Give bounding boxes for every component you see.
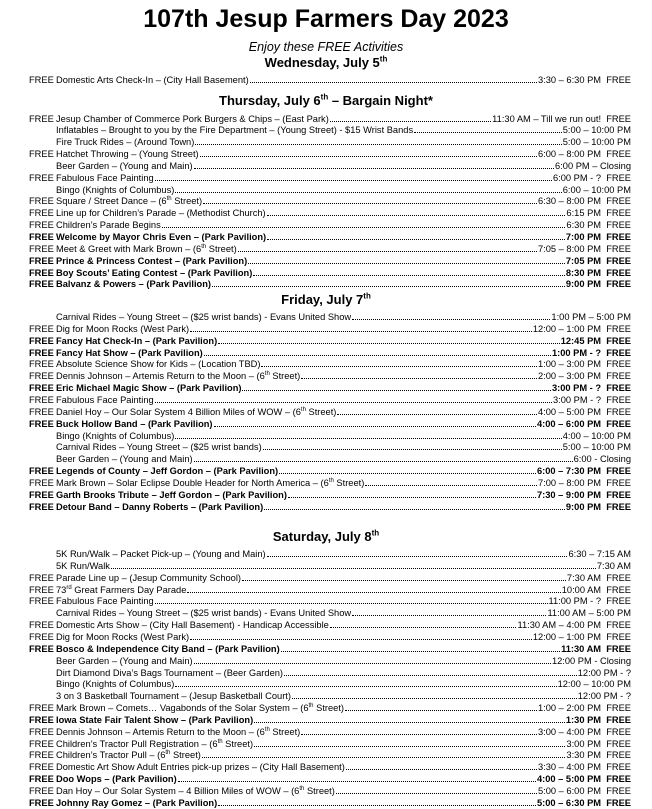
dot-leader [263, 442, 562, 450]
dot-leader [352, 312, 550, 320]
dot-leader [204, 348, 551, 356]
dot-leader [292, 691, 577, 699]
event-time: 2:00 – 3:00 PM FREE [537, 371, 631, 382]
free-label: FREE [29, 584, 54, 595]
event-time: 7:30 AM FREE [566, 572, 631, 583]
event-name: Fancy Hat Check-In – (Park Pavilion) [56, 335, 218, 346]
event-row [29, 431, 631, 441]
event-row [29, 679, 631, 689]
event-time: 1:30 PM FREE [565, 714, 631, 725]
event-row [29, 762, 631, 772]
free-label: FREE [29, 797, 54, 808]
dot-leader [267, 549, 568, 557]
dot-leader [279, 466, 536, 474]
dot-leader [281, 644, 560, 652]
event-name: Fire Truck Rides – (Around Town) [56, 137, 195, 148]
free-label [29, 679, 56, 689]
dot-leader [162, 220, 566, 228]
event-time: 6:30 PM FREE [566, 220, 631, 231]
dot-leader [200, 149, 537, 157]
dot-leader [155, 395, 552, 403]
event-name: Carnival Rides – Young Street – ($25 wrist bands) [56, 442, 262, 453]
event-time: 6:00 – 7:30 PM FREE [536, 466, 631, 477]
event-row [29, 668, 631, 678]
dot-leader [212, 279, 565, 287]
dot-leader [194, 656, 551, 664]
dot-leader [301, 727, 537, 735]
event-name: Balvanz & Powers – (Park Pavilion) [56, 279, 212, 290]
event-row [29, 585, 631, 595]
event-name: 3 on 3 Basketball Tournament – (Jesup Basketball Court) [56, 691, 291, 702]
dot-leader [365, 478, 537, 486]
event-row [29, 220, 631, 230]
event-row [29, 442, 631, 452]
event-time: 1:00 – 3:00 PM FREE [537, 359, 631, 370]
dot-leader [214, 419, 536, 427]
free-label [29, 431, 56, 441]
dot-leader [253, 268, 565, 276]
event-row [29, 336, 631, 346]
event-name: Beer Garden – (Young and Main) [56, 454, 193, 465]
event-name: Iowa State Fair Talent Show – (Park Pavilion) [56, 714, 254, 725]
free-label: FREE [29, 501, 54, 512]
dot-leader [202, 750, 566, 758]
free-label: FREE [29, 172, 54, 183]
event-name: Hatchet Throwing – (Young Street) [56, 149, 199, 160]
dot-leader [336, 786, 537, 794]
free-label: FREE [29, 383, 54, 394]
event-time: 3:00 – 4:00 PM FREE [537, 726, 631, 737]
free-label [29, 137, 56, 147]
event-time: 12:45 PM FREE [560, 335, 631, 346]
free-label: FREE [29, 762, 54, 773]
dot-leader [218, 336, 560, 344]
event-row [29, 348, 631, 358]
event-row [29, 478, 631, 488]
event-row [29, 454, 631, 464]
event-row [29, 561, 631, 571]
dot-leader [284, 668, 577, 676]
event-row [29, 196, 631, 206]
event-name: Bingo (Knights of Columbus) [56, 184, 175, 195]
event-row [29, 75, 631, 85]
event-name: Jesup Chamber of Commerce Pork Burgers & Chips – (East Park) [56, 113, 329, 124]
event-name: Beer Garden – (Young and Main) [56, 655, 193, 666]
free-label: FREE [29, 113, 54, 124]
event-time: 6:30 – 8:00 PM FREE [537, 196, 631, 207]
free-label: FREE [29, 620, 54, 631]
dot-leader [414, 125, 562, 133]
event-name: Line up for Children’s Parade – (Methodist Church) [56, 208, 266, 219]
event-time: 3:00 PM - ? FREE [551, 383, 631, 394]
event-row [29, 786, 631, 796]
page-subtitle: Enjoy these FREE Activities [248, 40, 404, 54]
free-label: FREE [29, 572, 54, 583]
free-label: FREE [29, 596, 54, 607]
event-name: Prince & Princess Contest – (Park Pavilion) [56, 255, 248, 266]
event-row [29, 232, 631, 242]
event-name: Fabulous Face Painting [56, 394, 154, 405]
dot-leader [203, 196, 537, 204]
dot-leader [187, 585, 560, 593]
event-name: Meet & Greet with Mark Brown – (6th Street) [56, 243, 237, 254]
event-time: 4:00 – 5:00 PM FREE [537, 406, 631, 417]
event-row [29, 419, 631, 429]
dot-leader [352, 608, 546, 616]
dot-leader [288, 490, 536, 498]
dot-leader [346, 762, 537, 770]
free-label: FREE [29, 406, 54, 417]
free-label: FREE [29, 631, 54, 642]
free-label: FREE [29, 643, 54, 654]
event-time: 5:00 – 10:00 PM [562, 125, 631, 136]
event-row [29, 644, 631, 654]
event-time: 6:00 PM - ? FREE [552, 172, 631, 183]
event-time: 6:00 - Closing [573, 454, 631, 465]
event-time: 4:00 – 5:00 PM FREE [536, 774, 631, 785]
event-row [29, 256, 631, 266]
event-time: 12:00 – 10:00 PM [557, 679, 631, 690]
event-name: Dig for Moon Rocks (West Park) [56, 631, 190, 642]
event-row [29, 691, 631, 701]
event-name: Detour Band – Danny Roberts – (Park Pavilion) [56, 501, 264, 512]
event-name: Domestic Art Show Adult Entries pick-up prizes – (City Hall Basement) [56, 762, 345, 773]
event-time: 3:30 – 6:30 PM FREE [537, 75, 631, 85]
event-row [29, 739, 631, 749]
event-row [29, 608, 631, 618]
event-time: 7:30 – 9:00 PM FREE [536, 489, 631, 500]
event-time: 7:05 – 8:00 PM FREE [537, 243, 631, 254]
event-name: Children’s Tractor Pull – (6th Street) [56, 750, 201, 761]
day-header: Friday, July 7th [281, 291, 371, 307]
event-time: 11:30 AM FREE [561, 643, 631, 654]
event-row [29, 208, 631, 218]
event-name: Bingo (Knights of Columbus) [56, 430, 175, 441]
dot-leader [155, 173, 552, 181]
event-row [29, 596, 631, 606]
event-time: 1:00 PM - ? FREE [551, 347, 631, 358]
dot-leader [242, 573, 566, 581]
event-row [29, 620, 631, 630]
event-time: 7:05 PM FREE [565, 255, 631, 266]
event-name: Garth Brooks Tribute – Jeff Gordon – (Park Pavilion) [56, 489, 287, 500]
event-time: 9:00 PM FREE [565, 501, 631, 512]
event-row [29, 656, 631, 666]
event-row [29, 632, 631, 642]
event-name: Bingo (Knights of Columbus) [56, 679, 175, 690]
event-time: 7:30 AM [596, 560, 631, 571]
free-label: FREE [29, 489, 54, 500]
dot-leader [111, 561, 596, 569]
free-label [29, 442, 56, 452]
free-label [29, 608, 56, 618]
event-row [29, 727, 631, 737]
event-time: 3:00 PM FREE [566, 738, 631, 749]
event-row [29, 244, 631, 254]
free-label [29, 125, 56, 135]
event-name: 5K Run/Walk – Packet Pick-up – (Young and Main) [56, 549, 266, 559]
day-header: Wednesday, July 5th [264, 54, 388, 70]
event-time: 11:30 AM – 4:00 PM FREE [517, 620, 631, 631]
free-label: FREE [29, 335, 54, 346]
dot-leader [254, 715, 565, 723]
free-label [29, 691, 56, 701]
dot-leader [194, 161, 554, 169]
dot-leader [254, 739, 565, 747]
event-row [29, 371, 631, 381]
dot-leader [330, 114, 491, 122]
event-name: Carnival Rides – Young Street – ($25 wrist bands) - Evans United Show [56, 312, 352, 322]
free-label: FREE [29, 394, 54, 405]
free-label: FREE [29, 466, 54, 477]
event-name: Fancy Hat Show – (Park Pavilion) [56, 347, 203, 358]
event-row [29, 573, 631, 583]
event-name: Dennis Johnson – Artemis Return to the Moon – (6th Street) [56, 726, 301, 737]
event-time: 5:00 – 6:00 PM FREE [537, 786, 631, 796]
free-label: FREE [29, 208, 54, 219]
event-row [29, 114, 631, 124]
event-row [29, 798, 631, 808]
event-time: 12:00 – 1:00 PM FREE [532, 323, 631, 334]
event-name: 73rd Great Farmers Day Parade [56, 584, 187, 595]
event-time: 6:00 PM – Closing [555, 160, 631, 171]
event-time: 12:00 PM - ? [577, 691, 631, 702]
event-row [29, 324, 631, 334]
page-title: 107th Jesup Farmers Day 2023 [143, 5, 509, 33]
event-row [29, 549, 631, 559]
event-name: Beer Garden – (Young and Main) [56, 160, 193, 171]
event-name: Legends of County – Jeff Gordon – (Park Pavilion) [56, 466, 279, 477]
dot-leader [330, 620, 517, 628]
event-time: 1:00 PM – 5:00 PM [551, 312, 631, 322]
event-row [29, 466, 631, 476]
event-time: 1:00 – 2:00 PM FREE [537, 703, 631, 714]
event-row [29, 185, 631, 195]
free-label [29, 561, 56, 571]
event-time: 5:00 – 6:30 PM FREE [536, 797, 631, 808]
event-time: 11:00 AM – 5:00 PM [547, 608, 631, 619]
free-label [29, 312, 56, 322]
free-label [29, 549, 56, 559]
event-row [29, 279, 631, 289]
dot-leader [242, 383, 550, 391]
event-name: Domestic Arts Show – (City Hall Basement) - Handicap Accessible [56, 620, 329, 631]
dot-leader [267, 208, 566, 216]
event-time: 10:00 AM FREE [561, 584, 631, 595]
day-header: Thursday, July 6th – Bargain Night* [219, 92, 433, 108]
free-label: FREE [29, 232, 54, 242]
event-row [29, 161, 631, 171]
dot-leader [155, 596, 548, 604]
dot-leader [194, 454, 573, 462]
free-label: FREE [29, 774, 54, 785]
event-time: 12:00 PM - Closing [551, 655, 631, 666]
free-label: FREE [29, 477, 54, 488]
event-time: 4:00 – 10:00 PM [562, 430, 631, 441]
event-row [29, 125, 631, 135]
free-label: FREE [29, 347, 54, 358]
dot-leader [264, 502, 565, 510]
event-row [29, 715, 631, 725]
event-time: 5:00 – 10:00 PM [562, 442, 631, 453]
event-time: 8:30 PM FREE [565, 267, 631, 278]
free-label: FREE [29, 703, 54, 714]
event-name: Inflatables – Brought to you by the Fire Department – (Young Street) - $15 Wrist Bands [56, 125, 414, 136]
dot-leader [267, 232, 565, 240]
event-name: Mark Brown – Comets… Vagabonds of the Solar System – (6th Street) [56, 702, 345, 714]
event-time: 6:00 – 10:00 PM [562, 184, 631, 195]
event-name: Parade Line up – (Jesup Community School) [56, 572, 242, 583]
event-row [29, 703, 631, 713]
event-time: 3:30 – 4:00 PM FREE [537, 762, 631, 773]
event-name: Boy Scouts’ Eating Contest – (Park Pavilion) [56, 267, 253, 278]
day-header: Saturday, July 8th [272, 528, 380, 544]
free-label: FREE [29, 323, 54, 334]
event-name: Fabulous Face Painting [56, 172, 154, 183]
event-name: Children’s Tractor Pull Registration – (6th Street) [56, 738, 254, 749]
dot-leader [190, 632, 532, 640]
event-time: 4:00 – 6:00 PM FREE [536, 418, 631, 429]
event-row [29, 173, 631, 183]
free-label: FREE [29, 196, 54, 207]
free-label: FREE [29, 418, 54, 429]
event-name: Domestic Arts Check-In – (City Hall Basement) [56, 75, 249, 85]
event-time: 3:30 PM FREE [566, 750, 631, 761]
event-time: 11:30 AM – Till we run out! FREE [492, 113, 631, 124]
dot-leader [175, 185, 561, 193]
event-row [29, 490, 631, 500]
free-label: FREE [29, 726, 54, 737]
event-name: Dig for Moon Rocks (West Park) [56, 323, 190, 334]
dot-leader [175, 431, 561, 439]
event-name: Eric Michael Magic Show – (Park Pavilion) [56, 383, 242, 394]
free-label [29, 454, 56, 464]
free-label: FREE [29, 738, 54, 749]
dot-leader [238, 244, 537, 252]
event-name: Square / Street Dance – (6th Street) [56, 196, 203, 207]
dot-leader [337, 407, 537, 415]
event-row [29, 149, 631, 159]
free-label: FREE [29, 714, 54, 725]
free-label [29, 668, 56, 678]
event-name: Buck Hollow Band – (Park Pavilion) [56, 418, 213, 429]
free-label: FREE [29, 149, 54, 160]
free-label [29, 185, 56, 195]
free-label: FREE [29, 267, 54, 278]
free-label: FREE [29, 75, 54, 85]
dot-leader [250, 75, 537, 83]
free-label: FREE [29, 786, 54, 796]
dot-leader [218, 798, 536, 806]
free-label: FREE [29, 243, 54, 254]
dot-leader [261, 359, 537, 367]
free-label: FREE [29, 220, 54, 231]
event-time: 6:30 – 7:15 AM [568, 549, 631, 559]
dot-leader [190, 324, 532, 332]
event-name: Dirt Diamond Diva’s Bags Tournament – (Beer Garden) [56, 667, 284, 678]
event-row [29, 502, 631, 512]
event-row [29, 268, 631, 278]
event-name: Bosco & Independence City Band – (Park Pavilion) [56, 643, 280, 654]
dot-leader [175, 679, 556, 687]
event-time: 5:00 – 10:00 PM [562, 137, 631, 148]
event-row [29, 750, 631, 760]
event-name: Daniel Hoy – Our Solar System 4 Billion Miles of WOW – (6th Street) [56, 406, 337, 417]
event-name: Fabulous Face Painting [56, 596, 154, 607]
dot-leader [195, 137, 561, 145]
event-row [29, 395, 631, 405]
event-time: 9:00 PM FREE [565, 279, 631, 290]
dot-leader [178, 774, 536, 782]
event-time: 12:00 PM - ? [577, 667, 631, 678]
event-row [29, 383, 631, 393]
event-name: Doo Wops – (Park Pavilion) [56, 774, 177, 785]
dot-leader [248, 256, 565, 264]
event-name: Carnival Rides – Young Street – ($25 wrist bands) - Evans United Show [56, 608, 352, 619]
event-row [29, 407, 631, 417]
event-time: 3:00 PM - ? FREE [552, 394, 631, 405]
event-name: Mark Brown – Solar Eclipse Double Header for North America – (6th Street) [56, 477, 365, 488]
event-name: Absolute Science Show for Kids – (Location TBD) [56, 359, 261, 370]
event-time: 12:00 – 1:00 PM FREE [532, 631, 631, 642]
free-label [29, 656, 56, 666]
event-name: Dan Hoy – Our Solar System – 4 Billion Miles of WOW – (6th Street) [56, 785, 335, 796]
free-label: FREE [29, 255, 54, 266]
event-time: 7:00 PM FREE [565, 232, 631, 242]
event-row [29, 137, 631, 147]
free-label: FREE [29, 750, 54, 761]
free-label: FREE [29, 279, 54, 290]
event-name: Welcome by Mayor Chris Even – (Park Pavilion) [56, 232, 267, 242]
event-name: Johnny Ray Gomez – (Park Pavilion) [56, 797, 218, 808]
dot-leader [345, 703, 537, 711]
event-time: 7:00 – 8:00 PM FREE [537, 477, 631, 488]
event-time: 6:15 PM FREE [566, 208, 631, 219]
event-time: 6:00 – 8:00 PM FREE [537, 149, 631, 160]
dot-leader [301, 371, 537, 379]
event-name: 5K Run/Walk [56, 560, 110, 571]
free-label: FREE [29, 371, 54, 382]
event-name: Children’s Parade Begins [56, 220, 161, 231]
event-row [29, 359, 631, 369]
free-label: FREE [29, 359, 54, 370]
event-row [29, 774, 631, 784]
event-time: 11:00 PM - ? FREE [548, 596, 631, 607]
free-label [29, 161, 56, 171]
event-name: Dennis Johnson – Artemis Return to the Moon – (6th Street) [56, 371, 301, 382]
event-row [29, 312, 631, 322]
